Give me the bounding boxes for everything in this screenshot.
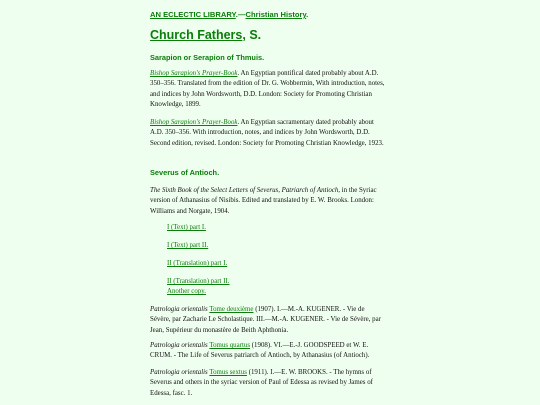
another-copy-link[interactable]: Another copy. — [167, 288, 206, 295]
entry-link[interactable]: Bishop Sarapion's Prayer-Book — [150, 70, 238, 77]
section-heading-sarapion: Sarapion or Serapion of Thmuis. — [150, 53, 265, 62]
entry-text: . An Egyptian pontifical dated probably about A.D. 350–356. Translated from the edition of Dr. G. Wobbermin, With introduction, notes, and indices by John Wordsworth, D.D. London: Society for Promoting Christian Knowledge, 1899. — [150, 70, 385, 109]
series-title: Patrologia orientalis — [150, 306, 208, 313]
book-entry — [150, 186, 386, 217]
breadcrumb — [150, 10, 308, 19]
section-heading-severus: Severus of Antioch. — [150, 168, 220, 177]
book-title: The Sixth Book of the Select Letters of Severus, Patriarch of Antioch, — [150, 187, 341, 194]
series-title: Patrologia orientalis — [150, 342, 208, 349]
page-title — [150, 28, 261, 42]
part-link-3[interactable]: II (Translation) part I. — [167, 260, 228, 267]
book-text: in the Syriac version of Athanasius of Nisibis. Edited and translated by E. W. Brooks. London: Williams and Norgate, 1904. — [150, 187, 377, 215]
library-link[interactable]: AN ECLECTIC LIBRARY — [150, 10, 236, 19]
volume-link[interactable]: Tomus sextus — [209, 369, 247, 376]
patrologia-entry-3 — [150, 368, 386, 399]
breadcrumb-separator: .— — [235, 10, 246, 19]
volume-text: (1908). VI.—E.-J. GOODSPEED et W. E. CRUM. - The Life of Severus patriarch of Antioch, by Athanasius (of Antioch). — [150, 342, 370, 360]
section-link[interactable]: Christian History — [245, 10, 307, 19]
entry-link[interactable]: Bishop Sarapion's Prayer-Book — [150, 119, 238, 126]
series-title: Patrologia orientalis — [150, 369, 208, 376]
patrologia-entry-2 — [150, 341, 386, 362]
part-link-4[interactable]: II (Translation) part II. — [167, 278, 230, 285]
title-suffix: , S. — [242, 28, 262, 42]
volume-link[interactable]: Tomus quartus — [209, 342, 251, 349]
volume-link[interactable]: Tome deuxième — [209, 306, 254, 313]
title-link[interactable]: Church Fathers — [150, 28, 243, 42]
patrologia-entry-1 — [150, 305, 386, 336]
part-link-1[interactable]: I (Text) part I. — [167, 224, 206, 231]
volume-text: (1911). I.—E. W. BROOKS. - The hymns of Severus and others in the syriac version of Paul of Edessa as revised by James of Edessa, fasc. 1. — [150, 369, 373, 397]
part-link-2[interactable]: I (Text) part II. — [167, 242, 209, 249]
breadcrumb-end: . — [306, 10, 309, 19]
entry-text: . An Egyptian sacramentary dated probably about A.D. 350–356. With introduction, notes, and indices by John Wordsworth, D.D. Second edition, revised. London: Society for Promoting Christian Knowledge, 1923. — [150, 119, 384, 147]
entry-sarapion-1 — [150, 69, 386, 111]
entry-sarapion-2 — [150, 118, 386, 149]
volume-text: (1907). I.—M.-A. KUGENER. - Vie de Sévère, par Zacharie Le Scholastique. III.—M.-A. KUGENER. - Vie de Sévère, par Jean, Supérieur du monastère de Beith Aphthonia. — [150, 306, 381, 334]
